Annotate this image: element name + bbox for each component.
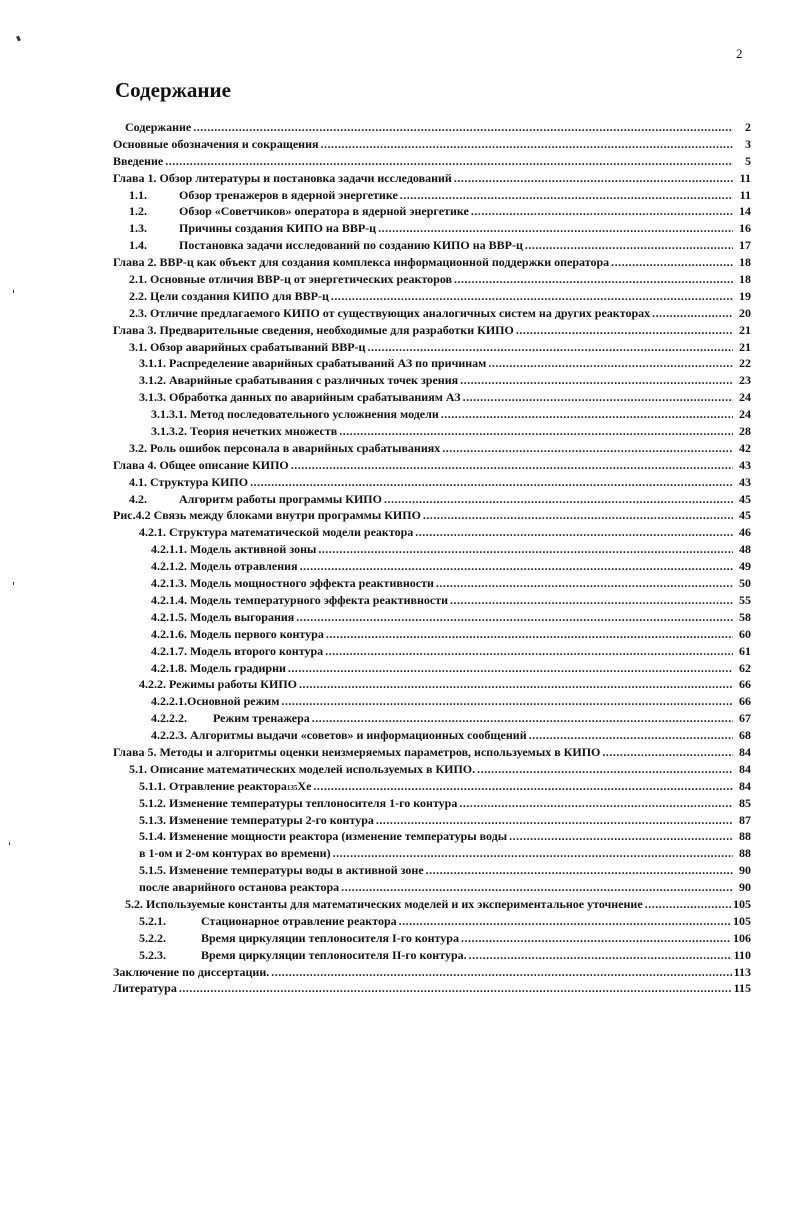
toc-entry-title: 4.2.1.4. Модель температурного эффекта реактивности <box>151 592 449 607</box>
toc-page-number: 88 <box>739 829 751 844</box>
dot-leader <box>378 220 733 237</box>
toc-entry[interactable] <box>113 203 751 220</box>
toc-page-number: 84 <box>739 744 751 759</box>
toc-entry-title: Обзор «Советчиков» оператора в ядерной энергетике <box>179 204 469 219</box>
toc-page-number: 115 <box>733 981 751 996</box>
toc-entry[interactable] <box>113 660 751 677</box>
toc-page-number: 84 <box>739 761 751 776</box>
toc-page-number: 87 <box>739 812 751 827</box>
toc-entry[interactable] <box>113 440 751 457</box>
toc-entry-title: 2.3. Отличие предлагаемого КИПО от существующих аналогичных систем на других реакторах <box>129 305 651 320</box>
toc-page-number: 17 <box>739 238 751 253</box>
dot-leader <box>318 541 733 558</box>
scan-speck <box>9 842 10 845</box>
toc-entry-title: 5.1. Описание математических моделей используемых в КИПО. <box>129 761 476 776</box>
toc-entry-title: 4.2.2. Режимы работы КИПО <box>139 677 297 692</box>
toc-entry[interactable] <box>113 828 751 845</box>
scan-speck <box>13 582 14 585</box>
toc-entry[interactable] <box>113 980 751 997</box>
toc-entry[interactable] <box>113 626 751 643</box>
dot-leader <box>320 136 733 153</box>
toc-entry[interactable] <box>113 271 751 288</box>
toc-entry[interactable] <box>113 288 751 305</box>
toc-entry-title: 5.1.2. Изменение температуры теплоносителя 1-го контура <box>139 795 458 810</box>
toc-entry[interactable] <box>113 812 751 829</box>
dot-leader <box>469 947 732 964</box>
dot-leader <box>460 372 733 389</box>
toc-entry[interactable] <box>113 896 751 913</box>
toc-entry[interactable] <box>113 153 751 170</box>
dot-leader <box>331 288 733 305</box>
toc-entry[interactable] <box>113 136 751 153</box>
toc-page-number: 21 <box>739 339 751 354</box>
toc-entry-title: Литература <box>113 981 177 996</box>
toc-entry-number: 4.2. <box>129 491 147 506</box>
dot-leader <box>471 203 733 220</box>
toc-page-number: 24 <box>739 407 751 422</box>
toc-page-number: 68 <box>739 728 751 743</box>
toc-entry[interactable]: 5.1.1. Отравление реактора 135 Xe ..... 84 <box>113 778 751 795</box>
toc-entry-title: 4.2.1. Структура математической модели реактора <box>139 525 414 540</box>
toc-entry[interactable] <box>113 727 751 744</box>
dot-leader <box>441 406 733 423</box>
dot-leader <box>525 237 733 254</box>
toc-entry[interactable] <box>113 305 751 322</box>
toc-entry-title: 3.1. Обзор аварийных срабатываний ВВР-ц <box>129 339 366 354</box>
page-title: Содержание <box>115 78 231 102</box>
toc-entry[interactable] <box>113 524 751 541</box>
toc-entry-title: 4.2.1.3. Модель мощностного эффекта реактивности <box>151 576 434 591</box>
toc-entry-number: 4.2.2.2. <box>151 711 187 726</box>
toc-page-number: 84 <box>739 778 751 793</box>
toc-entry[interactable] <box>113 676 751 693</box>
toc-entry[interactable] <box>113 558 751 575</box>
toc-page-number: 22 <box>739 356 751 371</box>
toc-page-number: 67 <box>739 711 751 726</box>
toc-page-number: 58 <box>739 609 751 624</box>
toc-entry[interactable] <box>113 643 751 660</box>
toc-page-number: 43 <box>739 474 751 489</box>
dot-leader <box>611 254 733 271</box>
toc-page-number: 23 <box>739 373 751 388</box>
toc-entry-title: 5.1.5. Изменение температуры воды в активной зоне <box>139 863 424 878</box>
dot-leader <box>367 339 733 356</box>
toc-page-number: 85 <box>739 795 751 810</box>
dot-leader <box>454 271 733 288</box>
toc-entry[interactable] <box>113 254 751 271</box>
toc-page-number: 11 <box>739 187 751 202</box>
toc-entry-title: 5.1.4. Изменение мощности реактора (изменение температуры воды <box>139 829 508 844</box>
toc-page-number: 5 <box>745 153 751 168</box>
toc-entry-number: 1.3. <box>129 221 147 236</box>
toc-entry-title: Алгоритм работы программы КИПО <box>179 491 382 506</box>
toc-page-number: 11 <box>739 170 751 185</box>
dot-leader <box>442 440 733 457</box>
dot-leader <box>477 761 733 778</box>
toc-entry[interactable] <box>113 541 751 558</box>
toc-entry-title: Время циркуляции теплоносителя II-го контура. <box>201 947 467 962</box>
dot-leader <box>529 727 733 744</box>
toc-page-number: 66 <box>739 677 751 692</box>
toc-entry[interactable] <box>113 710 751 727</box>
toc-page-number: 18 <box>739 272 751 287</box>
dot-leader <box>291 457 733 474</box>
toc-entry-title: 4.2.1.5. Модель выгорания <box>151 609 295 624</box>
dot-leader <box>450 592 733 609</box>
dot-leader <box>341 879 733 896</box>
dot-leader <box>312 710 733 727</box>
toc-entry-title: 4.2.1.8. Модель градирни <box>151 660 286 675</box>
toc-entry-title: 3.1.1. Распределение аварийных срабатываний АЗ по причинам <box>139 356 487 371</box>
toc-entry-number: 1.4. <box>129 238 147 253</box>
toc-entry[interactable] <box>113 507 751 524</box>
toc-page-number: 90 <box>739 880 751 895</box>
toc-entry[interactable] <box>113 237 751 254</box>
toc-page-number: 19 <box>739 288 751 303</box>
dot-leader <box>399 913 731 930</box>
toc-entry-title: 3.1.2. Аварийные срабатывания с различных точек зрения <box>139 373 459 388</box>
dot-leader <box>461 930 731 947</box>
toc-entry-title: Введение <box>113 153 164 168</box>
toc-entry-title: 2.1. Основные отличия ВВР-ц от энергетических реакторов <box>129 272 453 287</box>
toc-page-number: 48 <box>739 542 751 557</box>
toc-entry-number: 5.2.2. <box>139 930 166 945</box>
toc-entry-title-suffix: Xe <box>297 778 312 793</box>
toc-entry[interactable] <box>113 862 751 879</box>
toc-entry-title: Причины создания КИПО на ВВР-ц <box>179 221 377 236</box>
toc-entry[interactable] <box>113 389 751 406</box>
toc-entry[interactable] <box>113 964 751 981</box>
toc-entry[interactable] <box>113 947 751 964</box>
toc-entry-title: Глава 1. Обзор литературы и постановка задачи исследований <box>113 170 452 185</box>
dot-leader <box>602 744 733 761</box>
toc-page-number: 49 <box>739 559 751 574</box>
toc-entry-title: 5.1.1. Отравление реактора <box>139 778 287 793</box>
dot-leader <box>250 474 733 491</box>
dot-leader <box>652 305 733 322</box>
toc-entry-title: Содержание <box>125 120 192 134</box>
dot-leader <box>488 355 733 372</box>
toc-page-number: 14 <box>739 204 751 219</box>
dot-leader <box>645 896 731 913</box>
toc-page-number: 21 <box>739 322 751 337</box>
toc-page-number: 2 <box>745 120 751 134</box>
dot-leader <box>326 626 733 643</box>
dot-leader <box>193 119 733 136</box>
dot-leader <box>415 524 733 541</box>
toc-entry[interactable] <box>113 220 751 237</box>
table-of-contents <box>113 119 751 997</box>
toc-entry[interactable] <box>113 744 751 761</box>
toc-entry-title: 3.1.3.1. Метод последовательного усложнения модели <box>151 407 439 422</box>
toc-page-number: 62 <box>739 660 751 675</box>
toc-page-number: 105 <box>733 913 751 928</box>
toc-entry-title: Глава 3. Предварительные сведения, необходимые для разработки КИПО <box>113 322 514 337</box>
toc-entry[interactable] <box>113 339 751 356</box>
toc-entry-title: 5.1.3. Изменение температуры 2-го контура <box>139 812 374 827</box>
toc-entry-title: 4.2.1.6. Модель первого контура <box>151 626 324 641</box>
dot-leader <box>516 322 733 339</box>
toc-entry-title: Режим тренажера <box>213 711 310 726</box>
dot-leader <box>299 676 733 693</box>
toc-entry[interactable] <box>113 457 751 474</box>
toc-entry-title: 5.2. Используемые константы для математических моделей и их экспериментальное уточнение <box>125 896 643 911</box>
toc-entry[interactable] <box>113 609 751 626</box>
dot-leader <box>271 964 731 981</box>
toc-entry[interactable] <box>113 930 751 947</box>
toc-page-number: 24 <box>739 390 751 405</box>
toc-entry-title: 3.1.3. Обработка данных по аварийным срабатываниям АЗ <box>139 390 461 405</box>
toc-page-number: 20 <box>739 305 751 320</box>
toc-entry[interactable] <box>113 575 751 592</box>
dot-leader <box>384 491 733 508</box>
toc-entry-number: 1.2. <box>129 204 147 219</box>
toc-entry[interactable] <box>113 693 751 710</box>
toc-entry-number: 5.2.3. <box>139 947 166 962</box>
toc-page-number: 16 <box>739 221 751 236</box>
dot-leader <box>165 153 733 170</box>
toc-entry-title: Глава 4. Общее описание КИПО <box>113 457 289 472</box>
toc-entry-title: 3.1.3.2. Теория нечетких множеств <box>151 424 338 439</box>
scan-speck <box>16 36 21 42</box>
toc-entry[interactable] <box>113 423 751 440</box>
toc-entry-title: Обзор тренажеров в ядерной энергетике <box>179 187 398 202</box>
toc-page-number: 90 <box>739 863 751 878</box>
toc-page-number: 61 <box>739 643 751 658</box>
toc-page-number: 88 <box>739 846 751 861</box>
toc-entry[interactable] <box>113 170 751 187</box>
dot-leader <box>281 693 733 710</box>
dot-leader <box>423 507 733 524</box>
toc-entry-title: 4.2.1.1. Модель активной зоны <box>151 542 317 557</box>
toc-entry[interactable] <box>113 913 751 930</box>
toc-entry[interactable] <box>113 474 751 491</box>
toc-entry-title: 4.2.2.1.Основной режим <box>151 694 280 709</box>
toc-entry-title: 2.2. Цели создания КИПО для ВВР-ц <box>129 288 329 303</box>
toc-entry-title: Глава 5. Методы и алгоритмы оценки неизмеряемых параметров, используемых в КИПО <box>113 744 601 759</box>
toc-entry[interactable] <box>113 372 751 389</box>
toc-page-number: 105 <box>733 896 751 911</box>
toc-entry[interactable] <box>113 879 751 896</box>
toc-entry-title: Глава 2. ВВР-ц как объект для создания комплекса информационной поддержки оператора <box>113 255 610 270</box>
toc-page-number: 43 <box>739 457 751 472</box>
toc-page-number: 113 <box>733 964 751 979</box>
scan-speck <box>13 290 14 293</box>
toc-entry-title: Рис.4.2 Связь между блоками внутри программы КИПО <box>113 508 421 523</box>
dot-leader <box>296 609 733 626</box>
toc-entry-title: Заключение по диссертации. <box>113 964 270 979</box>
toc-entry-title: в 1-ом и 2-ом контурах во времени) <box>139 846 331 861</box>
toc-page-number: 45 <box>739 508 751 523</box>
toc-entry-title: 4.2.2.3. Алгоритмы выдачи «советов» и информационных сообщений <box>151 728 527 743</box>
dot-leader <box>179 980 732 997</box>
toc-entry-title: 3.2. Роль ошибок персонала в аварийных срабатываниях <box>129 440 441 455</box>
toc-entry[interactable] <box>113 355 751 372</box>
toc-page-number: 18 <box>739 255 751 270</box>
toc-page-number: 45 <box>739 491 751 506</box>
toc-entry-title: Стационарное отравление реактора <box>201 913 397 928</box>
dot-leader <box>459 795 733 812</box>
toc-entry-title: 4.2.1.7. Модель второго контура <box>151 643 324 658</box>
toc-entry[interactable] <box>113 795 751 812</box>
dot-leader <box>454 170 733 187</box>
dot-leader <box>325 643 733 660</box>
toc-page-number: 28 <box>739 424 751 439</box>
page-number: 2 <box>736 46 743 61</box>
toc-entry-number: 1.1. <box>129 187 147 202</box>
toc-page-number: 106 <box>733 930 751 945</box>
toc-entry[interactable] <box>113 845 751 862</box>
dot-leader <box>333 845 733 862</box>
toc-page-number: 110 <box>733 947 751 962</box>
dot-leader <box>376 812 733 829</box>
toc-entry[interactable] <box>113 592 751 609</box>
toc-page-number: 50 <box>739 576 751 591</box>
dot-leader <box>339 423 733 440</box>
dot-leader <box>288 660 733 677</box>
dot-leader <box>463 389 733 406</box>
toc-entry[interactable] <box>113 187 751 204</box>
toc-page-number: 60 <box>739 626 751 641</box>
dot-leader <box>426 862 733 879</box>
toc-page-number: 3 <box>745 136 751 151</box>
toc-page-number: 55 <box>739 592 751 607</box>
dot-leader <box>313 778 733 795</box>
toc-entry[interactable] <box>113 406 751 423</box>
toc-entry[interactable] <box>113 322 751 339</box>
toc-entry-title: Постановка задачи исследований по созданию КИПО на ВВР-ц <box>179 238 523 253</box>
dot-leader <box>400 187 733 204</box>
toc-entry[interactable] <box>113 761 751 778</box>
toc-entry[interactable] <box>113 119 751 136</box>
toc-entry-title: после аварийного останова реактора <box>139 880 340 895</box>
toc-entry-title: 4.1. Структура КИПО <box>129 474 249 489</box>
toc-entry-title: Время циркуляции теплоносителя I-го контура <box>201 930 459 945</box>
toc-entry-title: Основные обозначения и сокращения <box>113 136 319 151</box>
toc-entry[interactable] <box>113 491 751 508</box>
dot-leader <box>509 828 733 845</box>
dot-leader <box>436 575 733 592</box>
toc-page-number: 66 <box>739 694 751 709</box>
toc-page-number: 42 <box>739 440 751 455</box>
toc-page-number: 46 <box>739 525 751 540</box>
toc-entry-number: 5.2.1. <box>139 913 166 928</box>
dot-leader <box>300 558 733 575</box>
toc-entry-title: 4.2.1.2. Модель отравления <box>151 559 298 574</box>
